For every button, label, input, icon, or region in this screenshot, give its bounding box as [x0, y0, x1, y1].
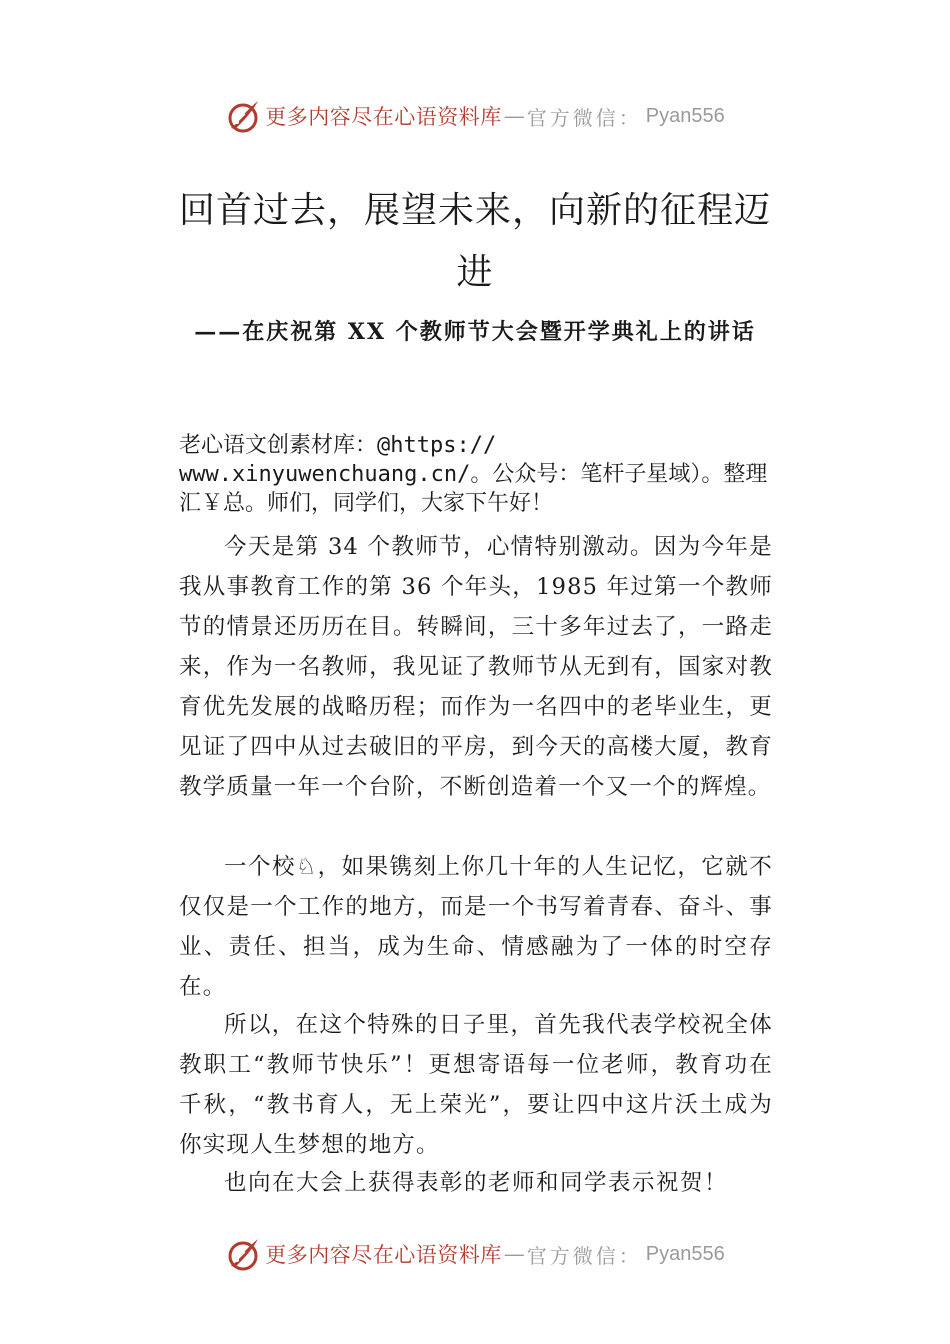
footer-banner: [0, 1234, 950, 1274]
quill-logo-icon: [225, 1236, 261, 1272]
document-title: 回首过去，展望未来，向新的征程迈进: [178, 190, 771, 293]
brand-text: 更多内容尽在心语资料库: [265, 105, 502, 129]
header-banner: [0, 96, 950, 136]
body-paragraph: 也向在大会上获得表彰的老师和同学表示祝贺！: [224, 1170, 729, 1196]
brand-text: 更多内容尽在心语资料库: [265, 1243, 502, 1267]
wechat-label: 官方微信：: [526, 1243, 642, 1268]
source-line: 老心语文创素材库：@https:// www.xinyuwenchuang.cn/。公众号：笔杆子星域）。整理 汇￥总。师们，同学们，大家下午好！: [179, 433, 768, 516]
body-paragraph: 所以，在这个特殊的日子里，首先我代表学校祝全体教职工“教师节快乐”！更想寄语每一位老师，教育功在千秋，“教书育人，无上荣光”，要让四中这片沃土成为你实现人生梦想的地方。: [179, 1012, 773, 1158]
wechat-id: Pyan556: [645, 1242, 725, 1265]
wechat-id: Pyan556: [645, 104, 725, 127]
document-subtitle: ——在庆祝第 XX 个教师节大会暨开学典礼上的讲话: [194, 319, 756, 345]
wechat-label: 官方微信：: [526, 105, 642, 130]
banner-dash: —: [503, 104, 525, 128]
banner-dash: —: [503, 1242, 525, 1266]
quill-logo-icon: [225, 98, 261, 134]
body-paragraph: 一个校♘，如果镌刻上你几十年的人生记忆，它就不仅仅是一个工作的地方，而是一个书写着青春、奋斗、事业、责任、担当，成为生命、情感融为了一体的时空存在。: [179, 854, 773, 1000]
body-paragraph: 今天是第 34 个教师节，心情特别激动。因为今年是我从事教育工作的第 36 个年头，1985 年过第一个教师节的情景还历历在目。转瞬间，三十多年过去了，一路走来，作为一名教师，我见证了教师节从无到有，国家对教育优先发展的战略历程；而作为一名四中的老毕业生，更见证了四中从过去破旧的平房，到今天的高楼大厦，教育教学质量一年一个台阶，不断创造着一个又一个的辉煌。: [179, 534, 773, 800]
